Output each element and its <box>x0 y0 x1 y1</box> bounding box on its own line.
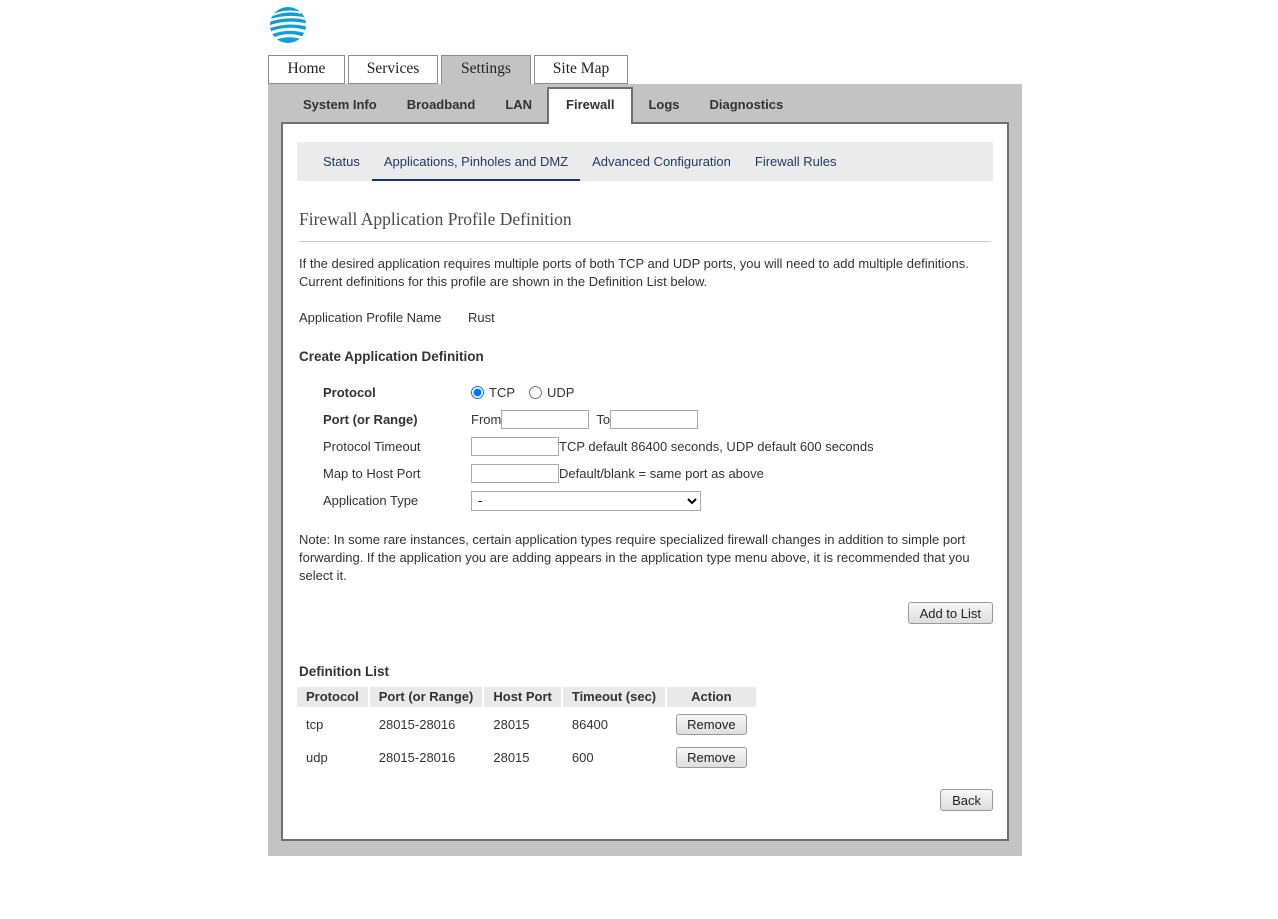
subnav-applications-pinholes-dmz[interactable]: Applications, Pinholes and DMZ <box>372 142 580 181</box>
tab-site-map[interactable]: Site Map <box>534 55 628 84</box>
protocol-timeout-hint: TCP default 86400 seconds, UDP default 600 seconds <box>559 439 874 454</box>
page-title: Firewall Application Profile Definition <box>299 209 991 242</box>
udp-radio[interactable] <box>529 386 542 399</box>
protocol-timeout-input[interactable] <box>471 437 559 456</box>
profile-name-row <box>299 310 991 325</box>
subnav-firewall-rules[interactable]: Firewall Rules <box>754 154 837 169</box>
tab-settings[interactable]: Settings <box>441 55 531 84</box>
settings-nav <box>281 84 1009 122</box>
table-row <box>297 709 756 740</box>
cell-host-port: 28015 <box>493 717 530 732</box>
protocol-timeout-label: Protocol Timeout <box>323 439 421 454</box>
port-range-row <box>297 406 993 433</box>
firewall-subnav <box>297 142 993 181</box>
map-host-port-hint: Default/blank = same port as above <box>559 466 764 481</box>
cell-port-range: 28015-28016 <box>378 717 456 732</box>
to-label: To <box>596 412 611 427</box>
cell-host-port: 28015 <box>493 750 530 765</box>
port-to-input[interactable] <box>610 410 698 429</box>
cell-action <box>667 742 755 773</box>
col-port-range: Port (or Range) <box>370 687 483 707</box>
main-nav <box>268 55 1022 84</box>
profile-name-value: Rust <box>468 310 495 325</box>
port-range-label: Port (or Range) <box>323 412 418 427</box>
create-definition-heading: Create Application Definition <box>299 349 484 364</box>
application-type-label: Application Type <box>323 493 419 508</box>
remove-button[interactable]: Remove <box>676 714 746 735</box>
col-timeout: Timeout (sec) <box>563 687 665 707</box>
settings-band <box>268 84 1022 856</box>
tab-home[interactable]: Home <box>268 55 345 84</box>
definition-list-table <box>295 685 758 775</box>
tab-system-info[interactable]: System Info <box>303 97 377 112</box>
profile-name-label: Application Profile Name <box>299 310 442 325</box>
map-host-port-label: Map to Host Port <box>323 466 421 481</box>
cell-protocol: tcp <box>306 717 324 732</box>
subnav-advanced-configuration[interactable]: Advanced Configuration <box>592 154 731 169</box>
cell-protocol: udp <box>306 750 328 765</box>
page-container <box>268 0 1022 856</box>
protocol-timeout-row <box>297 433 993 460</box>
tab-broadband[interactable]: Broadband <box>406 97 476 112</box>
cell-port-range: 28015-28016 <box>378 750 456 765</box>
protocol-row <box>297 379 993 406</box>
back-button-row <box>297 789 993 811</box>
application-type-select[interactable] <box>471 491 701 511</box>
tab-logs[interactable]: Logs <box>648 97 680 112</box>
firewall-panel <box>281 122 1009 841</box>
from-label: From <box>471 412 502 427</box>
tcp-radio-label: TCP <box>489 385 515 400</box>
map-host-port-row <box>297 460 993 487</box>
tab-lan[interactable]: LAN <box>505 97 533 112</box>
table-header-row <box>297 687 756 707</box>
add-to-list-button[interactable]: Add to List <box>908 602 993 624</box>
intro-text: If the desired application requires multiple ports of both TCP and UDP ports, you will need to add multiple definitions. Current definitions for this profile are shown in the Definition List below. <box>299 256 969 289</box>
cell-action <box>667 709 755 740</box>
col-host-port: Host Port <box>484 687 561 707</box>
map-host-port-input[interactable] <box>471 464 559 483</box>
att-globe-logo <box>269 6 1022 46</box>
back-button[interactable]: Back <box>940 789 993 811</box>
definition-list-heading: Definition List <box>299 664 389 679</box>
col-protocol: Protocol <box>297 687 368 707</box>
tcp-radio[interactable] <box>471 386 484 399</box>
tab-firewall[interactable]: Firewall <box>547 87 633 124</box>
table-row <box>297 742 756 773</box>
add-to-list-row <box>297 602 993 624</box>
port-from-input[interactable] <box>501 410 589 429</box>
create-definition-form <box>297 379 993 514</box>
note-text: Note: In some rare instances, certain application types require specialized firewall changes in addition to simple port forwarding. If the application you are adding appears in the application type menu above, it is recommended that you select it. <box>299 532 970 583</box>
cell-timeout: 86400 <box>571 717 609 732</box>
subnav-status[interactable]: Status <box>323 154 360 169</box>
col-action: Action <box>667 687 755 707</box>
protocol-radio-group <box>471 385 588 400</box>
application-type-row <box>297 487 993 514</box>
udp-radio-label: UDP <box>547 385 575 400</box>
att-globe-icon <box>269 6 307 44</box>
tab-diagnostics[interactable]: Diagnostics <box>709 97 784 112</box>
cell-timeout: 600 <box>571 750 594 765</box>
tab-services[interactable]: Services <box>348 55 438 84</box>
remove-button[interactable]: Remove <box>676 747 746 768</box>
protocol-label: Protocol <box>323 385 376 400</box>
